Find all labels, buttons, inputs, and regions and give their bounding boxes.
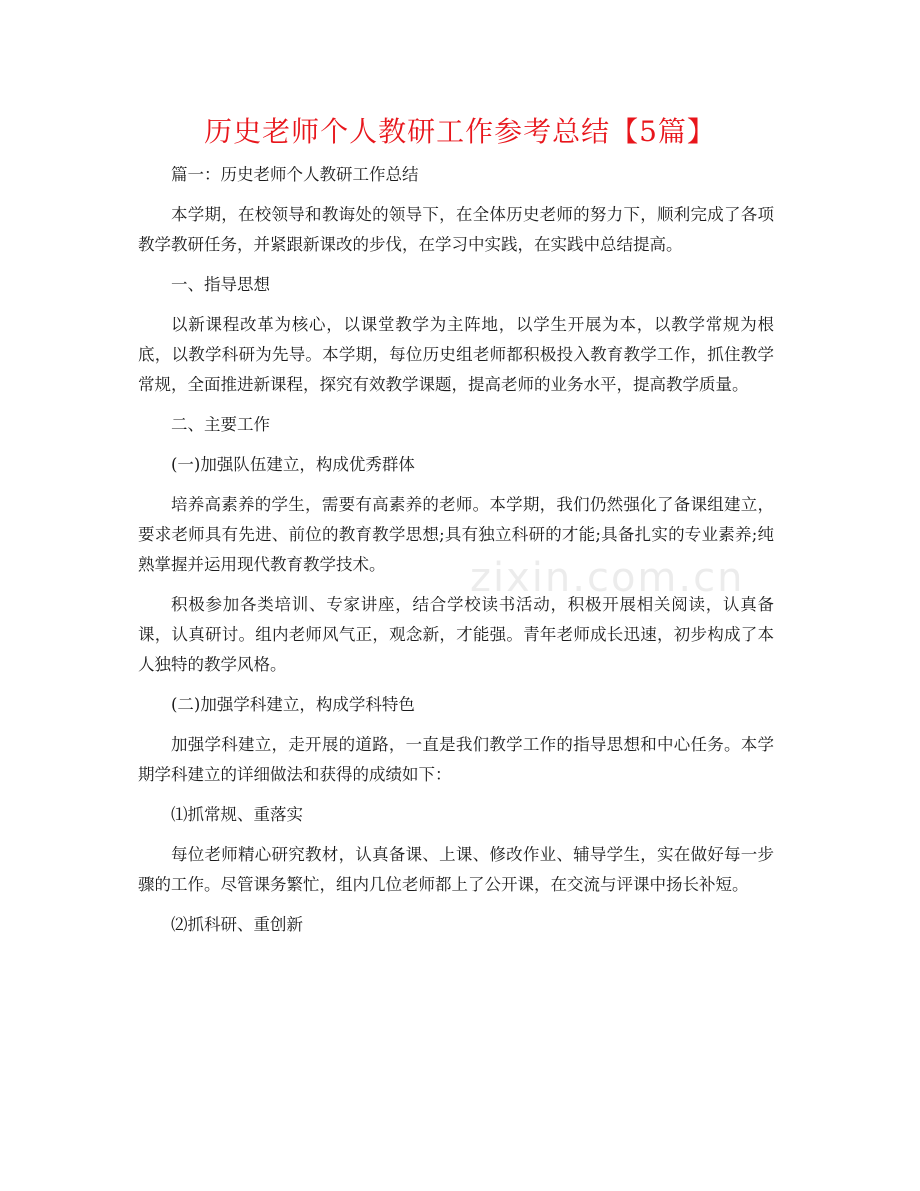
subsection-heading: ⑵抓科研、重创新 [171,915,303,934]
paragraph: 积极参加各类培训、专家讲座，结合学校读书活动，积极开展相关阅读，认真备课，认真研讨。组内老师风气正，观念新，才能强。青年老师成长迅速，初步构成了本人独特的教学风格。 [138,595,774,674]
subsection-heading: ⑴抓常规、重落实 [171,805,303,824]
section-heading: 二、主要工作 [171,415,270,434]
section-heading: 一、指导思想 [171,275,270,294]
paragraph: 每位老师精心研究教材，认真备课、上课、修改作业、辅导学生，实在做好每一步骤的工作。尽管课务繁忙，组内几位老师都上了公开课，在交流与评课中扬长补短。 [138,845,774,894]
paragraph: 本学期，在校领导和教诲处的领导下，在全体历史老师的努力下，顺利完成了各项教学教研任务，并紧跟新课改的步伐，在学习中实践，在实践中总结提高。 [138,205,774,254]
section-heading: 篇一：历史老师个人教研工作总结 [171,165,419,184]
subsection-heading: (二)加强学科建立，构成学科特色 [171,695,415,714]
paragraph: 培养高素养的学生，需要有高素养的老师。本学期，我们仍然强化了备课组建立，要求老师具有先进、前位的教育教学思想;具有独立科研的才能;具备扎实的专业素养;纯熟掌握并运用现代教育教学技术。 [138,495,774,574]
paragraph: 以新课程改革为核心，以课堂教学为主阵地，以学生开展为本，以教学常规为根底，以教学科研为先导。本学期，每位历史组老师都积极投入教育教学工作，抓住教学常规，全面推进新课程，探究有效教学课题，提高老师的业务水平，提高教学质量。 [138,315,774,394]
subsection-heading: (一)加强队伍建立，构成优秀群体 [171,455,415,474]
paragraph: 加强学科建立，走开展的道路，一直是我们教学工作的指导思想和中心任务。本学期学科建立的详细做法和获得的成绩如下： [138,735,774,784]
document-body [138,160,774,950]
watermark: zixin.com.cn [470,555,745,601]
document-title: 历史老师个人教研工作参考总结【5篇】 [204,115,716,148]
